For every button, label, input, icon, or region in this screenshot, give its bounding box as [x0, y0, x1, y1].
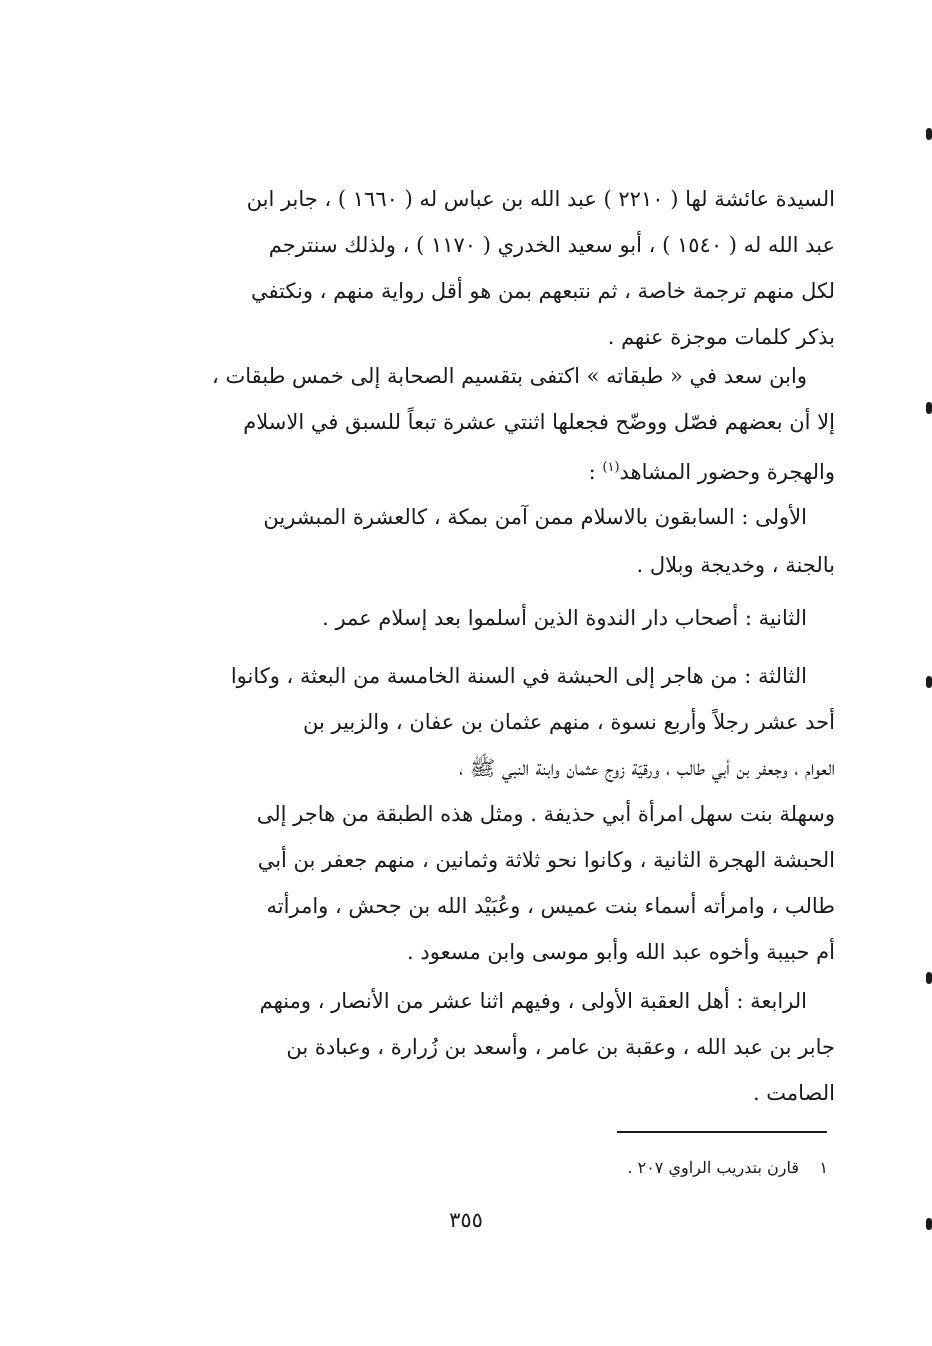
text-line: السيدة عائشة لها ( ٢٢١٠ ) عبد الله بن عباس له ( ١٦٦٠ ) ، جابر ابن [246, 187, 835, 211]
paragraph-2 [160, 353, 835, 495]
text-line: الرابعة : أهل العقبة الأولى ، وفيهم اثنا عشر من الأنصار ، ومنهم [259, 989, 807, 1013]
footnote-number: ١ [819, 1158, 828, 1177]
text-line-tail: : [588, 460, 603, 484]
text-line: العوام ، وجعفر بن أبي طالب ، ورقيّة زوج عثمان وابنة النبي ﷺ ، [459, 756, 835, 780]
text-line: أم حبيبة وأخوه عبد الله وأبو موسى وابن مسعود . [407, 940, 835, 964]
text-line: إلا أن بعضهم فصّل ووضّح فجعلها اثنتي عشرة تبعاً للسبق في الاسلام [243, 410, 835, 434]
footnote-separator [617, 1131, 827, 1133]
paragraph-4 [160, 595, 835, 641]
text-line: أحد عشر رجلاً وأربع نسوة ، منهم عثمان بن عفان ، والزبير بن [302, 710, 835, 734]
text-line-main: والهجرة وحضور المشاهد [619, 460, 835, 484]
footnote-reference: (١) [602, 460, 620, 475]
text-line: عبد الله له ( ١٥٤٠ ) ، أبو سعيد الخدري ( ١١٧٠ ) ، ولذلك سنترجم [268, 233, 835, 257]
text-line [160, 445, 835, 495]
paragraph-3 [160, 493, 835, 589]
paragraph-5 [160, 653, 835, 975]
text-line: جابر بن عبد الله ، وعقبة بن عامر ، وأسعد بن زُرارة ، وعبادة بن [286, 1035, 835, 1059]
text-line: بذكر كلمات موجزة عنهم . [607, 325, 835, 349]
scan-edge-mark [926, 1218, 932, 1230]
text-line: الحبشة الهجرة الثانية ، وكانوا نحو ثلاثة وثمانين ، منهم جعفر بن أبي [257, 848, 835, 872]
text-line: طالب ، وامرأته أسماء بنت عميس ، وعُبَيْد الله بن جحش ، وامرأته [266, 894, 835, 918]
text-line: وابن سعد في « طبقاته » اكتفى بتقسيم الصحابة إلى خمس طبقات ، [212, 364, 807, 388]
text-line: الثانية : أصحاب دار الندوة الذين أسلموا بعد إسلام عمر . [322, 606, 807, 630]
footnote [627, 1158, 828, 1177]
text-line: لكل منهم ترجمة خاصة ، ثم نتبعهم بمن هو أقل رواية منهم ، ونكتفي [250, 279, 835, 303]
scan-edge-mark [926, 402, 932, 414]
text-line: الصامت . [752, 1081, 835, 1105]
page-number: ٣٥٥ [449, 1208, 483, 1232]
text-line: وسهلة بنت سهل امرأة أبي حذيفة . ومثل هذه الطبقة من هاجر إلى [256, 802, 835, 826]
text-line: الأولى : السابقون بالاسلام ممن آمن بمكة ، كالعشرة المبشرين [263, 505, 807, 529]
paragraph-1 [160, 176, 835, 360]
scan-edge-mark [926, 676, 932, 688]
text-line: بالجنة ، وخديجة وبلال . [636, 553, 835, 577]
scan-edge-mark [926, 972, 932, 984]
text-line: الثالثة : من هاجر إلى الحبشة في السنة الخامسة من البعثة ، وكانوا [230, 664, 807, 688]
footnote-text: قارن بتدريب الراوي ٢٠٧ . [627, 1158, 800, 1177]
paragraph-6 [160, 978, 835, 1116]
scan-edge-mark [926, 128, 932, 140]
